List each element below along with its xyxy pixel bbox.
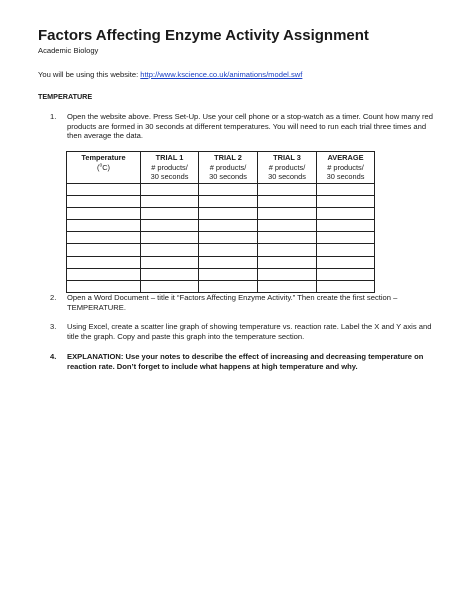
- header-trial-2: TRIAL 2 # products/ 30 seconds: [199, 152, 258, 184]
- table-cell[interactable]: [141, 280, 199, 292]
- table-cell[interactable]: [258, 244, 317, 256]
- website-prefix: You will be using this website:: [38, 70, 141, 79]
- table-cell[interactable]: [67, 280, 141, 292]
- table-cell[interactable]: [199, 232, 258, 244]
- table-cell[interactable]: [317, 244, 375, 256]
- table-cell[interactable]: [141, 268, 199, 280]
- table-cell[interactable]: [199, 268, 258, 280]
- table-cell[interactable]: [258, 232, 317, 244]
- item-text: EXPLANATION: Use your notes to describe the effect of increasing and decreasing temperature on reaction rate. Don’t forget to include what happens at high temperature and why.: [67, 352, 424, 371]
- item-number: 4.: [50, 352, 57, 361]
- table-cell[interactable]: [317, 208, 375, 220]
- section-heading-temperature: TEMPERATURE: [38, 92, 93, 101]
- header-temperature: [67, 152, 141, 184]
- table-cell[interactable]: [317, 220, 375, 232]
- table-cell[interactable]: [199, 256, 258, 268]
- table-cell[interactable]: [317, 196, 375, 208]
- table-cell[interactable]: [141, 220, 199, 232]
- table-cell[interactable]: [67, 268, 141, 280]
- instruction-item-3: [38, 322, 438, 342]
- item-text: Open the website above. Press Set-Up. Use your cell phone or a stop-watch as a timer. Count how many red products are formed in 30 seconds at different temperatures. You will need to run each trial three times and then average the data.: [67, 112, 433, 141]
- table-cell[interactable]: [67, 208, 141, 220]
- table-body: [67, 184, 375, 293]
- table-cell[interactable]: [67, 244, 141, 256]
- table-cell[interactable]: [141, 244, 199, 256]
- item-number: 1.: [50, 112, 57, 121]
- header-average: AVERAGE # products/ 30 seconds: [317, 152, 375, 184]
- table-cell[interactable]: [67, 232, 141, 244]
- table-cell[interactable]: [67, 256, 141, 268]
- table-cell[interactable]: [258, 184, 317, 196]
- table-cell[interactable]: [317, 256, 375, 268]
- data-table: [66, 151, 375, 293]
- table-row: [67, 220, 375, 232]
- table-header-row: [67, 152, 375, 184]
- header-trial-1: TRIAL 1 # products/ 30 seconds: [141, 152, 199, 184]
- table-row: [67, 232, 375, 244]
- table-cell[interactable]: [317, 232, 375, 244]
- website-line: [38, 70, 302, 80]
- table-cell[interactable]: [258, 280, 317, 292]
- table-row: [67, 184, 375, 196]
- table-cell[interactable]: [258, 220, 317, 232]
- table-cell[interactable]: [199, 184, 258, 196]
- table-cell[interactable]: [199, 208, 258, 220]
- table-cell[interactable]: [317, 184, 375, 196]
- table-row: [67, 208, 375, 220]
- table-cell[interactable]: [317, 280, 375, 292]
- item-text: Open a Word Document – title it “Factors Affecting Enzyme Activity.” Then create the first section – TEMPERATURE.: [67, 293, 398, 312]
- table-cell[interactable]: [317, 268, 375, 280]
- table-cell[interactable]: [67, 184, 141, 196]
- table-cell[interactable]: [199, 196, 258, 208]
- table-cell[interactable]: [199, 244, 258, 256]
- table-cell[interactable]: [141, 256, 199, 268]
- item-number: 2.: [50, 293, 57, 302]
- table-row: [67, 280, 375, 292]
- table-row: [67, 268, 375, 280]
- table-cell[interactable]: [199, 280, 258, 292]
- table-cell[interactable]: [199, 220, 258, 232]
- table-row: [67, 244, 375, 256]
- table-cell[interactable]: [141, 196, 199, 208]
- table-cell[interactable]: [141, 208, 199, 220]
- document-subtitle: Academic Biology: [38, 46, 99, 55]
- header-temperature-title: Temperature: [81, 153, 126, 162]
- table-row: [67, 196, 375, 208]
- instruction-item-1: [38, 112, 438, 142]
- header-temperature-unit: ($^o$C): [96, 162, 111, 172]
- instruction-item-2: [38, 293, 438, 313]
- document-title: Factors Affecting Enzyme Activity Assignment: [38, 27, 369, 44]
- header-trial-3: TRIAL 3 # products/ 30 seconds: [258, 152, 317, 184]
- table-cell[interactable]: [67, 220, 141, 232]
- table-cell[interactable]: [258, 208, 317, 220]
- website-link[interactable]: http://www.kscience.co.uk/animations/model.swf: [140, 70, 303, 79]
- table-cell[interactable]: [258, 256, 317, 268]
- table-cell[interactable]: [258, 196, 317, 208]
- item-number: 3.: [50, 322, 57, 331]
- instruction-item-4: [38, 352, 438, 372]
- table-cell[interactable]: [258, 268, 317, 280]
- item-text: Using Excel, create a scatter line graph of showing temperature vs. reaction rate. Label the X and Y axis and title the graph. Copy and paste this graph into the temperature section.: [67, 322, 432, 341]
- table-cell[interactable]: [141, 184, 199, 196]
- table-row: [67, 256, 375, 268]
- table-cell[interactable]: [141, 232, 199, 244]
- table-cell[interactable]: [67, 196, 141, 208]
